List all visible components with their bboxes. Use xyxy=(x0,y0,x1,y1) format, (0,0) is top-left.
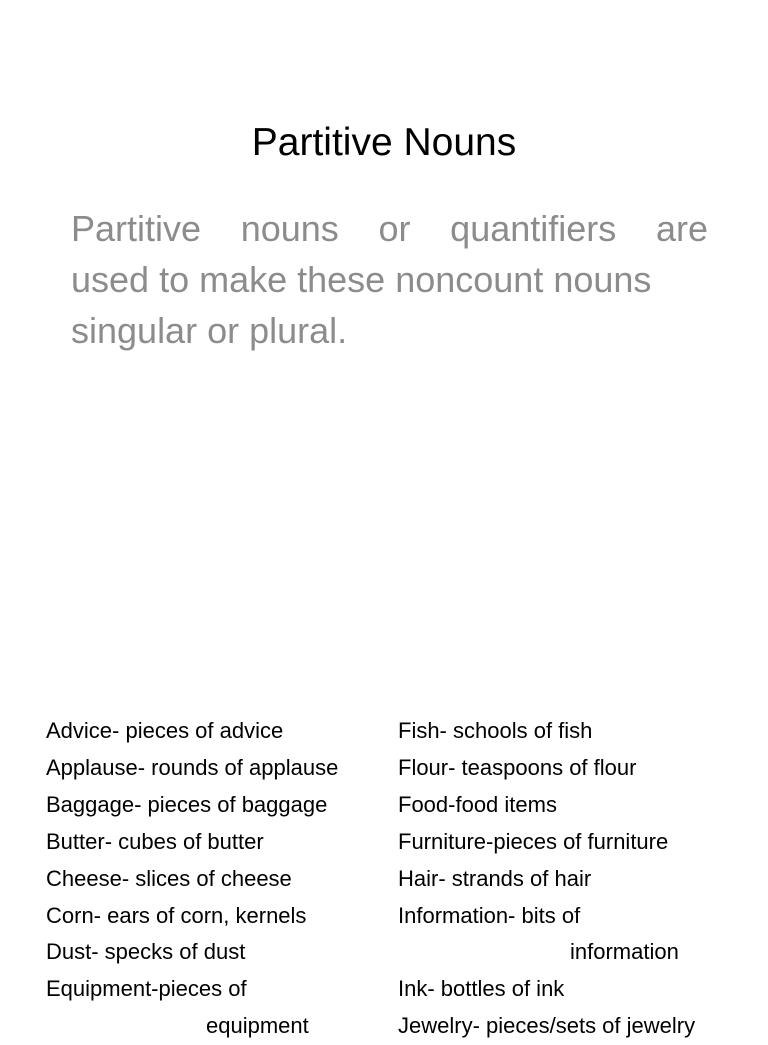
list-item: Hair- strands of hair xyxy=(398,865,592,891)
slide-title: Partitive Nouns xyxy=(251,121,517,164)
body-line: Partitive nouns or quantifiers are xyxy=(71,208,708,249)
list-item: Equipment-pieces of xyxy=(46,976,247,1002)
list-item: Information- bits of xyxy=(398,902,581,928)
list-item: Furniture-pieces of furniture xyxy=(398,828,669,854)
list-item: Advice- pieces of advice xyxy=(46,718,284,743)
list-item: Corn- ears of corn, kernels xyxy=(46,902,307,928)
list-item: Jewelry- pieces/sets of jewelry xyxy=(398,1013,696,1039)
list-item: Dust- specks of dust xyxy=(46,939,246,965)
list-item-continuation: equipment xyxy=(206,1013,309,1039)
slide-body-text xyxy=(71,203,708,356)
list-item: Applause- rounds of applause xyxy=(46,754,339,780)
list-item: Ink- bottles of ink xyxy=(398,976,565,1002)
list-item: Cheese- slices of cheese xyxy=(46,865,292,891)
list-item: Butter- cubes of butter xyxy=(46,828,264,854)
list-item: Baggage- pieces of baggage xyxy=(46,791,328,817)
list-item: Flour- teaspoons of flour xyxy=(398,754,637,780)
list-item-continuation: information xyxy=(570,939,679,965)
list-item: Food-food items xyxy=(398,791,557,817)
noun-list-left xyxy=(46,713,391,1045)
list-item: Fish- schools of fish xyxy=(398,718,593,743)
noun-list-right xyxy=(398,713,758,1045)
body-line: used to make these noncount nouns xyxy=(71,259,652,300)
body-line: singular or plural. xyxy=(71,310,348,351)
